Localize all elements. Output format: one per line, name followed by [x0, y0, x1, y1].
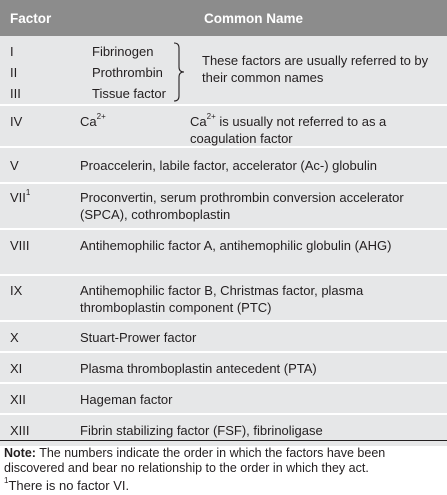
factor-number: V — [10, 158, 19, 173]
factor-name: Prothrombin — [92, 65, 163, 80]
factor-name: Stuart-Prower factor — [80, 330, 197, 345]
table-row-factor-iv — [0, 106, 447, 148]
factor-name: $Ca^{2+}$ — [80, 111, 106, 129]
factor-number: III — [10, 86, 21, 101]
table-header — [0, 0, 447, 36]
table-row — [0, 415, 447, 448]
factor-number: XIII — [10, 423, 30, 438]
group-note: These factors are usually referred to by their common names — [202, 53, 429, 85]
table-row — [0, 276, 447, 322]
table-row — [0, 353, 447, 384]
header-factor: Factor — [10, 10, 52, 26]
factor-number: XI — [10, 361, 23, 376]
factor-number: VII$^1$ — [10, 187, 31, 205]
factor-number: IX — [10, 283, 23, 298]
curly-brace-icon — [172, 42, 186, 102]
factor-name: Plasma thromboplastin antecedent (PTA) — [80, 361, 317, 376]
factor-name: Fibrin stabilizing factor (FSF), fibrinoligase — [80, 423, 323, 438]
footnote-no-factor-vi: $^1$There is no factor VI. — [4, 475, 130, 493]
factor-number: XII — [10, 392, 26, 407]
factor-group-i-iii — [0, 36, 447, 106]
factor-number: VIII — [10, 238, 30, 253]
factor-number: IV — [10, 114, 23, 129]
factor-name-cell — [80, 113, 447, 147]
factor-number: I — [10, 44, 14, 59]
header-common-name: Common Name — [203, 10, 303, 26]
footnote-divider — [0, 440, 447, 441]
factor-note: $Ca^{2+}$ is usually not referred to as a coagulation factor — [190, 111, 387, 146]
factor-name: Antihemophilic factor B, Christmas factor, plasma thromboplastin component (PTC) — [80, 283, 364, 315]
factor-name: Fibrinogen — [92, 44, 154, 59]
footnote-note: Note: The numbers indicate the order in which the factors have been discovered and bear no relationship to the order in which they act. — [4, 446, 386, 475]
table-row — [0, 322, 447, 353]
table-row — [0, 384, 447, 415]
table-row — [0, 148, 447, 184]
factor-name: Proaccelerin, labile factor, accelerator (Ac-) globulin — [80, 158, 377, 173]
table-row — [0, 184, 447, 230]
factor-name: Antihemophilic factor A, antihemophilic globulin (AHG) — [80, 238, 392, 253]
table-row — [0, 230, 447, 276]
factor-number: X — [10, 330, 19, 345]
factor-name: Proconvertin, serum prothrombin conversion accelerator (SPCA), cothromboplastin — [80, 190, 404, 222]
factor-name: Hageman factor — [80, 392, 173, 407]
factor-name: Tissue factor — [92, 86, 166, 101]
factor-number: II — [10, 65, 18, 80]
